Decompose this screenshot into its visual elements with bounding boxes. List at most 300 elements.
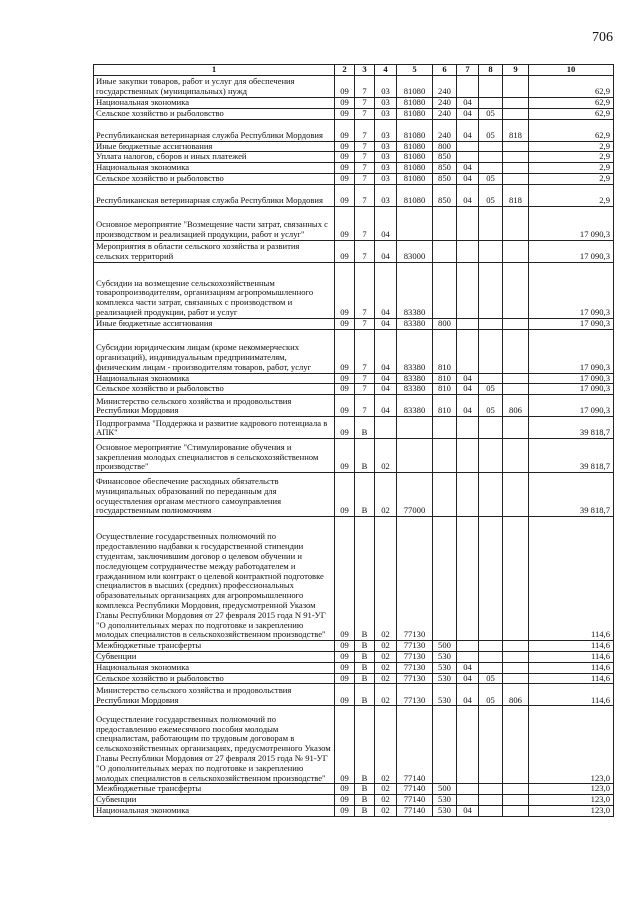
cell-c5: 77140 [397,706,433,784]
cell-c2: 09 [335,784,355,795]
row-label: Сельское хозяйство и рыболовство [94,673,335,684]
cell-c7 [457,651,479,662]
cell-c6: 530 [433,673,457,684]
cell-c5: 81080 [397,108,433,119]
cell-c4: 02 [375,684,397,706]
cell-c10: 2,9 [529,141,614,152]
cell-c10: 17 090,3 [529,262,614,318]
cell-c7 [457,318,479,329]
cell-c6 [433,517,457,641]
cell-c7: 04 [457,163,479,174]
cell-c9 [503,651,529,662]
cell-c7 [457,706,479,784]
cell-c3: 7 [355,98,375,109]
cell-c4: 04 [375,240,397,262]
table-row [94,651,614,662]
cell-c5: 81080 [397,98,433,109]
cell-c9 [503,641,529,652]
cell-c4: 04 [375,262,397,318]
cell-c9 [503,98,529,109]
row-label: Финансовое обеспечение расходных обязательств муниципальных образований по переданным для осуществления органам местного самоуправления государственным полномочиям [94,473,335,517]
cell-c7 [457,262,479,318]
cell-c9 [503,439,529,473]
cell-c6: 810 [433,329,457,373]
header-cell: 9 [503,65,529,76]
cell-c6: 810 [433,395,457,417]
header-cell: 8 [479,65,503,76]
cell-c9 [503,662,529,673]
header-cell: 3 [355,65,375,76]
cell-c3: 7 [355,119,375,141]
cell-c4: 02 [375,805,397,816]
table-row [94,706,614,784]
row-label: Национальная экономика [94,662,335,673]
cell-c2: 09 [335,473,355,517]
cell-c6: 530 [433,795,457,806]
cell-c6: 800 [433,318,457,329]
table-row [94,262,614,318]
cell-c6: 850 [433,184,457,206]
cell-c7: 04 [457,98,479,109]
cell-c10: 114,6 [529,651,614,662]
cell-c4: 04 [375,318,397,329]
cell-c10: 2,9 [529,184,614,206]
budget-table [93,64,614,817]
cell-c6: 240 [433,108,457,119]
cell-c8: 05 [479,395,503,417]
row-label: Национальная экономика [94,163,335,174]
cell-c2: 09 [335,373,355,384]
table-row [94,662,614,673]
cell-c2: 09 [335,329,355,373]
cell-c7: 04 [457,395,479,417]
cell-c2: 09 [335,684,355,706]
cell-c7: 04 [457,384,479,395]
cell-c7 [457,141,479,152]
table-row [94,684,614,706]
table-row [94,673,614,684]
cell-c2: 09 [335,439,355,473]
cell-c6: 530 [433,662,457,673]
cell-c9 [503,795,529,806]
cell-c7 [457,784,479,795]
cell-c4: 04 [375,373,397,384]
cell-c6: 240 [433,76,457,98]
cell-c8 [479,662,503,673]
cell-c6: 850 [433,173,457,184]
row-label: Основное мероприятие "Возмещение части затрат, связанных с производством и реализацией продукции, работ и услуг" [94,206,335,240]
table-row [94,384,614,395]
cell-c10: 17 090,3 [529,329,614,373]
row-label: Субсидии на возмещение сельскохозяйственным товаропроизводителям, организациям агропромышленного комплекса части затрат, связанных с производством и реализацией продукции, работ и услуг [94,262,335,318]
cell-c3: В [355,706,375,784]
cell-c7 [457,517,479,641]
row-label: Осуществление государственных полномочий по предоставлению надбавки к государственной стипендии студентам, заключившим договор о целевом обучении и последующем сотрудничестве между работодателем и гражданином или контракт о целевой контрактной подготовке специалистов в высших (средних) профессиональных образовательных организациях для агропромышленного комплекса Республики Мордовия, предусмотренной Указом Главы Республики Мордовия от 27 февраля 2015 года N 91-УГ "О дополнительных мерах по подготовке и закреплению молодых специалистов в сельскохозяйственном производстве" [94,517,335,641]
cell-c6: 810 [433,373,457,384]
cell-c6 [433,417,457,439]
row-label: Сельское хозяйство и рыболовство [94,108,335,119]
row-label: Национальная экономика [94,373,335,384]
cell-c6: 850 [433,152,457,163]
cell-c3: В [355,795,375,806]
row-label: Иные бюджетные ассигнования [94,141,335,152]
table-row [94,184,614,206]
cell-c8 [479,795,503,806]
table-row [94,805,614,816]
cell-c3: 7 [355,373,375,384]
cell-c5: 77140 [397,805,433,816]
cell-c9: 806 [503,395,529,417]
cell-c6 [433,439,457,473]
cell-c6 [433,706,457,784]
cell-c10: 123,0 [529,706,614,784]
cell-c4: 03 [375,141,397,152]
cell-c3: 7 [355,173,375,184]
cell-c10: 114,6 [529,673,614,684]
cell-c8 [479,373,503,384]
table-row [94,141,614,152]
cell-c5: 77130 [397,684,433,706]
row-label: Национальная экономика [94,805,335,816]
cell-c8 [479,439,503,473]
cell-c4: 02 [375,651,397,662]
cell-c8 [479,152,503,163]
row-label: Сельское хозяйство и рыболовство [94,173,335,184]
cell-c10: 17 090,3 [529,206,614,240]
cell-c3: В [355,641,375,652]
cell-c2: 09 [335,395,355,417]
header-cell: 7 [457,65,479,76]
cell-c5: 77130 [397,673,433,684]
cell-c2: 09 [335,141,355,152]
cell-c8 [479,240,503,262]
cell-c2: 09 [335,262,355,318]
cell-c4: 02 [375,439,397,473]
cell-c4: 02 [375,673,397,684]
row-label: Межбюджетные трансферты [94,784,335,795]
cell-c10: 2,9 [529,152,614,163]
cell-c2: 09 [335,119,355,141]
cell-c2: 09 [335,673,355,684]
table-row [94,373,614,384]
cell-c7 [457,439,479,473]
cell-c5: 77130 [397,651,433,662]
cell-c4: 04 [375,395,397,417]
cell-c7 [457,76,479,98]
cell-c4: 03 [375,98,397,109]
table-row [94,98,614,109]
cell-c4: 04 [375,384,397,395]
cell-c10: 39 818,7 [529,417,614,439]
cell-c9 [503,384,529,395]
cell-c6 [433,206,457,240]
cell-c6: 500 [433,641,457,652]
cell-c5: 83000 [397,240,433,262]
cell-c8 [479,98,503,109]
cell-c9: 806 [503,684,529,706]
cell-c2: 09 [335,240,355,262]
table-row [94,439,614,473]
row-label: Министерство сельского хозяйства и продовольствия Республики Мордовия [94,684,335,706]
cell-c6: 240 [433,98,457,109]
cell-c3: 7 [355,141,375,152]
row-label: Сельское хозяйство и рыболовство [94,384,335,395]
cell-c8 [479,784,503,795]
table-row [94,163,614,174]
cell-c2: 09 [335,662,355,673]
cell-c2: 09 [335,163,355,174]
cell-c10: 123,0 [529,795,614,806]
header-cell: 1 [94,65,335,76]
cell-c4: 02 [375,795,397,806]
cell-c2: 09 [335,417,355,439]
table-row [94,240,614,262]
cell-c10: 17 090,3 [529,373,614,384]
cell-c5: 77130 [397,662,433,673]
cell-c7 [457,641,479,652]
cell-c2: 09 [335,795,355,806]
cell-c5 [397,439,433,473]
cell-c7 [457,417,479,439]
cell-c4: 03 [375,76,397,98]
cell-c9 [503,76,529,98]
cell-c10: 2,9 [529,173,614,184]
cell-c4: 03 [375,163,397,174]
cell-c2: 09 [335,651,355,662]
cell-c5: 81080 [397,163,433,174]
cell-c8 [479,473,503,517]
cell-c9 [503,417,529,439]
cell-c10: 17 090,3 [529,240,614,262]
cell-c5: 77140 [397,784,433,795]
cell-c6: 530 [433,651,457,662]
cell-c7: 04 [457,108,479,119]
cell-c2: 09 [335,517,355,641]
row-label: Иные закупки товаров, работ и услуг для обеспечения государственных (муниципальных) нужд [94,76,335,98]
cell-c3: В [355,473,375,517]
cell-c9 [503,108,529,119]
table-row [94,473,614,517]
row-label: Министерство сельского хозяйства и продовольствия Республики Мордовия [94,395,335,417]
cell-c9 [503,141,529,152]
cell-c3: 7 [355,240,375,262]
cell-c3: 7 [355,318,375,329]
cell-c10: 62,9 [529,119,614,141]
cell-c8 [479,706,503,784]
cell-c5: 83380 [397,395,433,417]
cell-c7 [457,206,479,240]
header-cell: 4 [375,65,397,76]
row-label: Межбюджетные трансферты [94,641,335,652]
cell-c2: 09 [335,206,355,240]
header-row [94,65,614,76]
cell-c3: В [355,517,375,641]
table-row [94,395,614,417]
cell-c8 [479,329,503,373]
cell-c2: 09 [335,384,355,395]
cell-c2: 09 [335,318,355,329]
cell-c2: 09 [335,98,355,109]
cell-c8 [479,206,503,240]
table-row [94,152,614,163]
cell-c3: 7 [355,206,375,240]
cell-c8: 05 [479,684,503,706]
cell-c5: 83380 [397,329,433,373]
cell-c6: 500 [433,784,457,795]
cell-c6: 800 [433,141,457,152]
cell-c9 [503,784,529,795]
row-label: Осуществление государственных полномочий по предоставлению ежемесячного пособия молодым специалистам, работающим по трудовым договорам в сельскохозяйственных организациях, предусмотренного Указом Главы Республики Мордовия от 27 февраля 2015 года № 91-УГ "О дополнительных мерах по подготовке и закреплению молодых специалистов в сельскохозяйственном производстве" [94,706,335,784]
cell-c8 [479,805,503,816]
cell-c4: 04 [375,329,397,373]
cell-c5: 83380 [397,373,433,384]
cell-c4: 02 [375,473,397,517]
cell-c5: 81080 [397,184,433,206]
cell-c9 [503,517,529,641]
cell-c8 [479,141,503,152]
row-label: Основное мероприятие "Стимулирование обучения и закрепления молодых специалистов в сельскохозяйственном производстве" [94,439,335,473]
cell-c8 [479,318,503,329]
cell-c10: 2,9 [529,163,614,174]
cell-c8 [479,641,503,652]
cell-c9 [503,706,529,784]
cell-c9 [503,805,529,816]
cell-c3: 7 [355,152,375,163]
cell-c9 [503,318,529,329]
cell-c7 [457,240,479,262]
cell-c9 [503,173,529,184]
cell-c9 [503,673,529,684]
cell-c3: В [355,662,375,673]
cell-c5: 83380 [397,384,433,395]
table-row [94,641,614,652]
table-body [94,76,614,817]
cell-c7: 04 [457,373,479,384]
cell-c2: 09 [335,173,355,184]
row-label: Мероприятия в области сельского хозяйства и развития сельских территорий [94,240,335,262]
cell-c5: 77130 [397,641,433,652]
cell-c10: 62,9 [529,76,614,98]
cell-c8 [479,651,503,662]
cell-c4: 02 [375,641,397,652]
cell-c9: 818 [503,184,529,206]
cell-c7: 04 [457,119,479,141]
cell-c4: 03 [375,108,397,119]
cell-c6 [433,262,457,318]
cell-c3: 7 [355,184,375,206]
cell-c5: 81080 [397,76,433,98]
cell-c5: 83380 [397,318,433,329]
cell-c10: 114,6 [529,517,614,641]
cell-c3: В [355,805,375,816]
cell-c2: 09 [335,76,355,98]
cell-c5: 81080 [397,141,433,152]
cell-c3: В [355,673,375,684]
cell-c8 [479,163,503,174]
cell-c8: 05 [479,119,503,141]
cell-c10: 17 090,3 [529,384,614,395]
header-cell: 2 [335,65,355,76]
table-row [94,784,614,795]
cell-c7: 04 [457,184,479,206]
cell-c7: 04 [457,662,479,673]
table-row [94,206,614,240]
cell-c6 [433,240,457,262]
cell-c9 [503,152,529,163]
cell-c3: 7 [355,163,375,174]
cell-c8 [479,76,503,98]
cell-c3: 7 [355,262,375,318]
cell-c4: 02 [375,784,397,795]
cell-c5 [397,206,433,240]
cell-c4 [375,417,397,439]
cell-c10: 123,0 [529,805,614,816]
cell-c4: 03 [375,173,397,184]
cell-c3: В [355,439,375,473]
table-row [94,318,614,329]
cell-c9 [503,473,529,517]
cell-c7: 04 [457,173,479,184]
cell-c3: В [355,417,375,439]
cell-c3: 7 [355,329,375,373]
cell-c8: 05 [479,173,503,184]
cell-c10: 17 090,3 [529,318,614,329]
row-label: Иные бюджетные ассигнования [94,318,335,329]
cell-c6: 530 [433,684,457,706]
cell-c7 [457,795,479,806]
cell-c6: 850 [433,163,457,174]
cell-c9 [503,373,529,384]
cell-c8: 05 [479,673,503,684]
cell-c6: 240 [433,119,457,141]
cell-c5: 77130 [397,517,433,641]
row-label: Субвенции [94,651,335,662]
cell-c8 [479,262,503,318]
header-cell: 6 [433,65,457,76]
cell-c9 [503,206,529,240]
cell-c3: В [355,784,375,795]
cell-c4: 03 [375,184,397,206]
cell-c3: 7 [355,108,375,119]
header-cell: 10 [529,65,614,76]
cell-c5: 77000 [397,473,433,517]
cell-c6: 530 [433,805,457,816]
cell-c5 [397,417,433,439]
cell-c9 [503,329,529,373]
cell-c3: 7 [355,395,375,417]
cell-c2: 09 [335,152,355,163]
cell-c8 [479,517,503,641]
header-cell: 5 [397,65,433,76]
cell-c3: 7 [355,76,375,98]
cell-c7: 04 [457,805,479,816]
cell-c5: 81080 [397,173,433,184]
cell-c2: 09 [335,108,355,119]
row-label: Субсидии юридическим лицам (кроме некоммерческих организаций), индивидуальным предпринимателям, физическим лицам - производителям товаров, работ, услуг [94,329,335,373]
cell-c9 [503,163,529,174]
table-row [94,517,614,641]
cell-c10: 114,6 [529,684,614,706]
cell-c10: 114,6 [529,641,614,652]
cell-c10: 39 818,7 [529,473,614,517]
table-row [94,417,614,439]
table-row [94,108,614,119]
cell-c4: 03 [375,152,397,163]
cell-c4: 02 [375,662,397,673]
cell-c10: 17 090,3 [529,395,614,417]
cell-c8: 05 [479,184,503,206]
cell-c2: 09 [335,706,355,784]
